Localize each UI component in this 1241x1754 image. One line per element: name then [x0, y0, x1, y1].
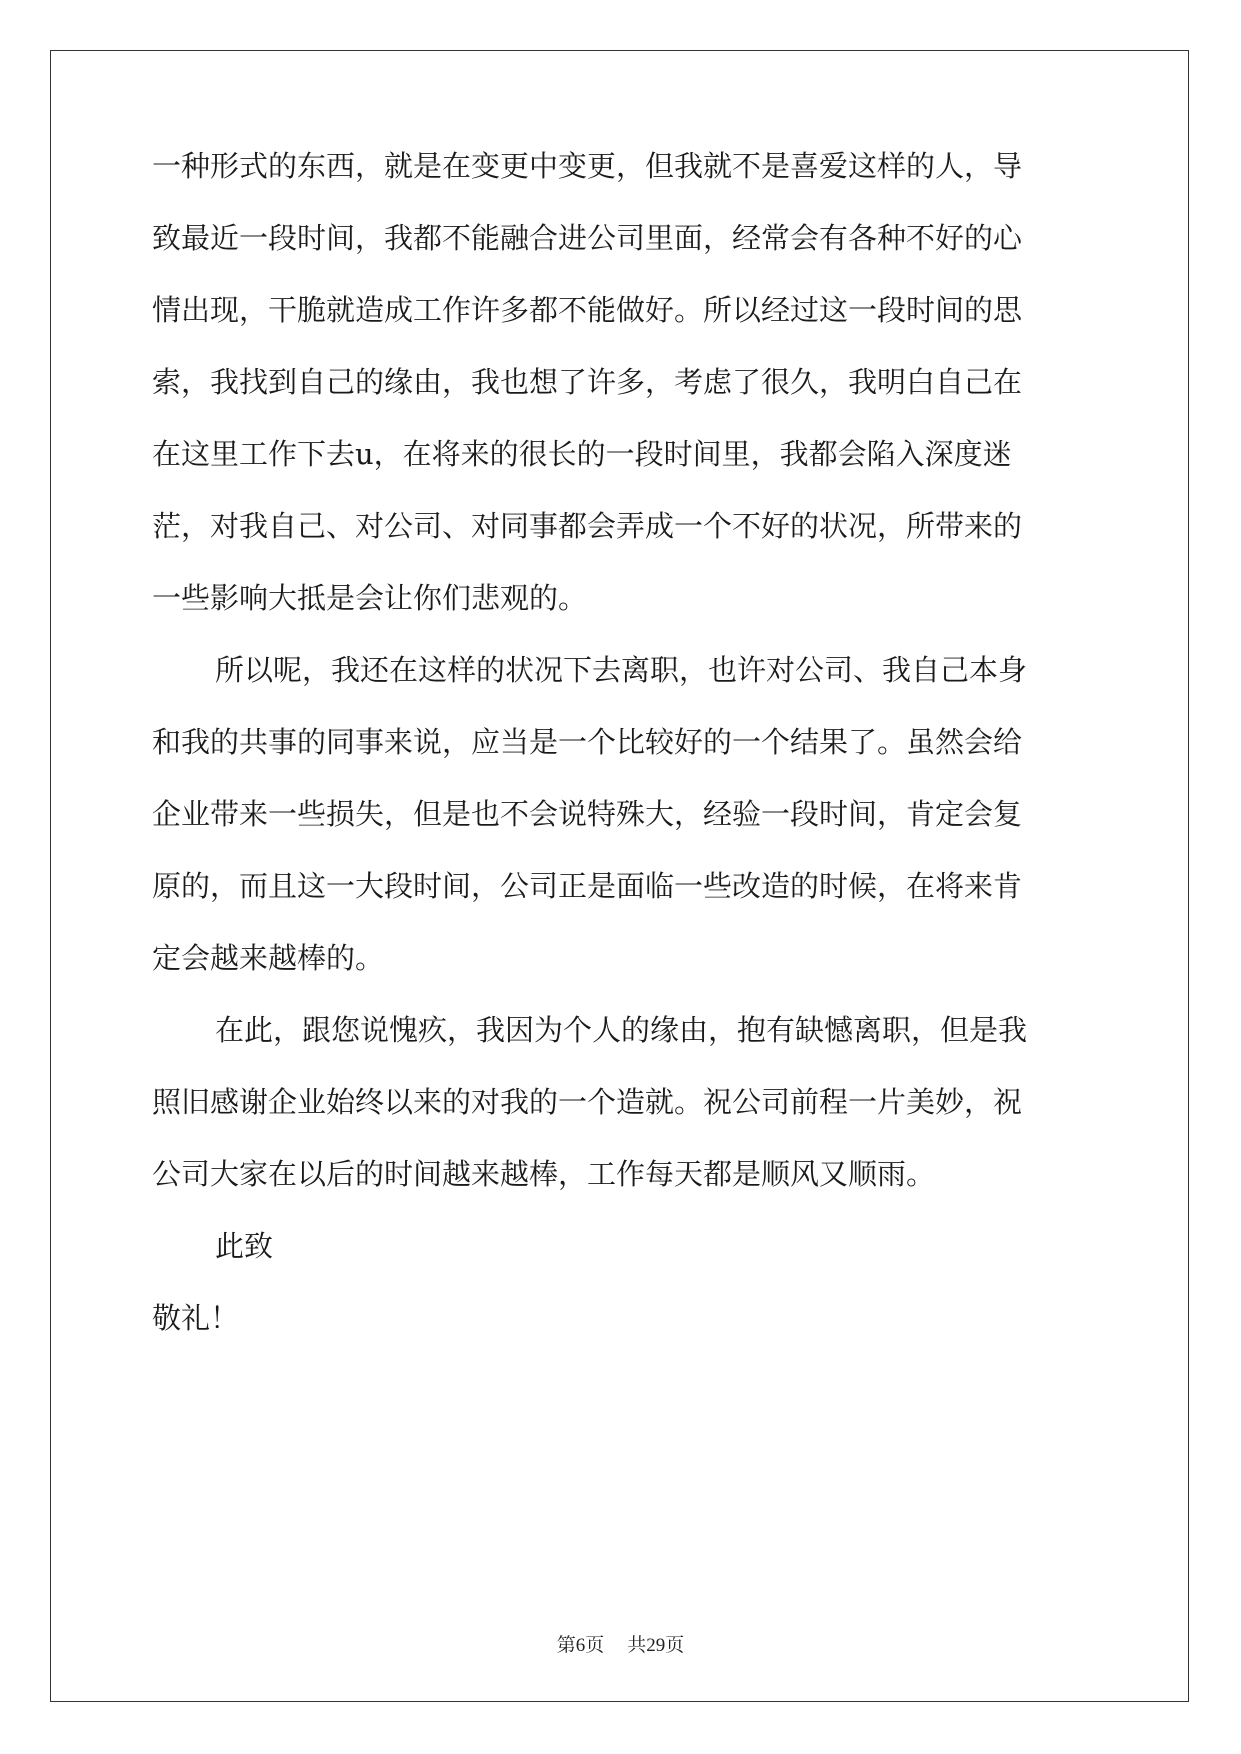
- text-line: 企业带来一些损失，但是也不会说特殊大，经验一段时间，肯定会复: [152, 797, 1023, 831]
- text-line: 一些影响大抵是会让你们悲观的。: [152, 581, 588, 615]
- text-line: 一种形式的东西，就是在变更中变更，但我就不是喜爱这样的人，导: [152, 149, 1023, 183]
- closing-salutation: 此致: [215, 1229, 274, 1263]
- text-line: 原的，而且这一大段时间，公司正是面临一些改造的时候，在将来肯: [152, 869, 1023, 903]
- text-line: 在这里工作下去u，在将来的很长的一段时间里，我都会陷入深度迷: [152, 437, 1012, 471]
- closing-regards: 敬礼！: [152, 1301, 240, 1335]
- page-footer: [0, 1630, 1241, 1657]
- page-total: 共29页: [627, 1635, 685, 1656]
- paragraph-start-line: 所以呢，我还在这样的状况下去离职，也许对公司、我自己本身: [215, 653, 1028, 687]
- text-line: 定会越来越棒的。: [152, 941, 385, 975]
- text-line: 和我的共事的同事来说，应当是一个比较好的一个结果了。虽然会给: [152, 725, 1023, 759]
- text-line: 情出现，干脆就造成工作许多都不能做好。所以经过这一段时间的思: [152, 293, 1023, 327]
- text-line: 索，我找到自己的缘由，我也想了许多，考虑了很久，我明白自己在: [152, 365, 1023, 399]
- text-line: 照旧感谢企业始终以来的对我的一个造就。祝公司前程一片美妙，祝: [152, 1085, 1023, 1119]
- text-line: 公司大家在以后的时间越来越棒，工作每天都是顺风又顺雨。: [152, 1157, 936, 1191]
- text-line: 致最近一段时间，我都不能融合进公司里面，经常会有各种不好的心: [152, 221, 1023, 255]
- page-number: 第6页: [556, 1635, 605, 1656]
- text-line: 茫，对我自己、对公司、对同事都会弄成一个不好的状况，所带来的: [152, 509, 1023, 543]
- paragraph-start-line: 在此，跟您说愧疚，我因为个人的缘由，抱有缺憾离职，但是我: [215, 1013, 1028, 1047]
